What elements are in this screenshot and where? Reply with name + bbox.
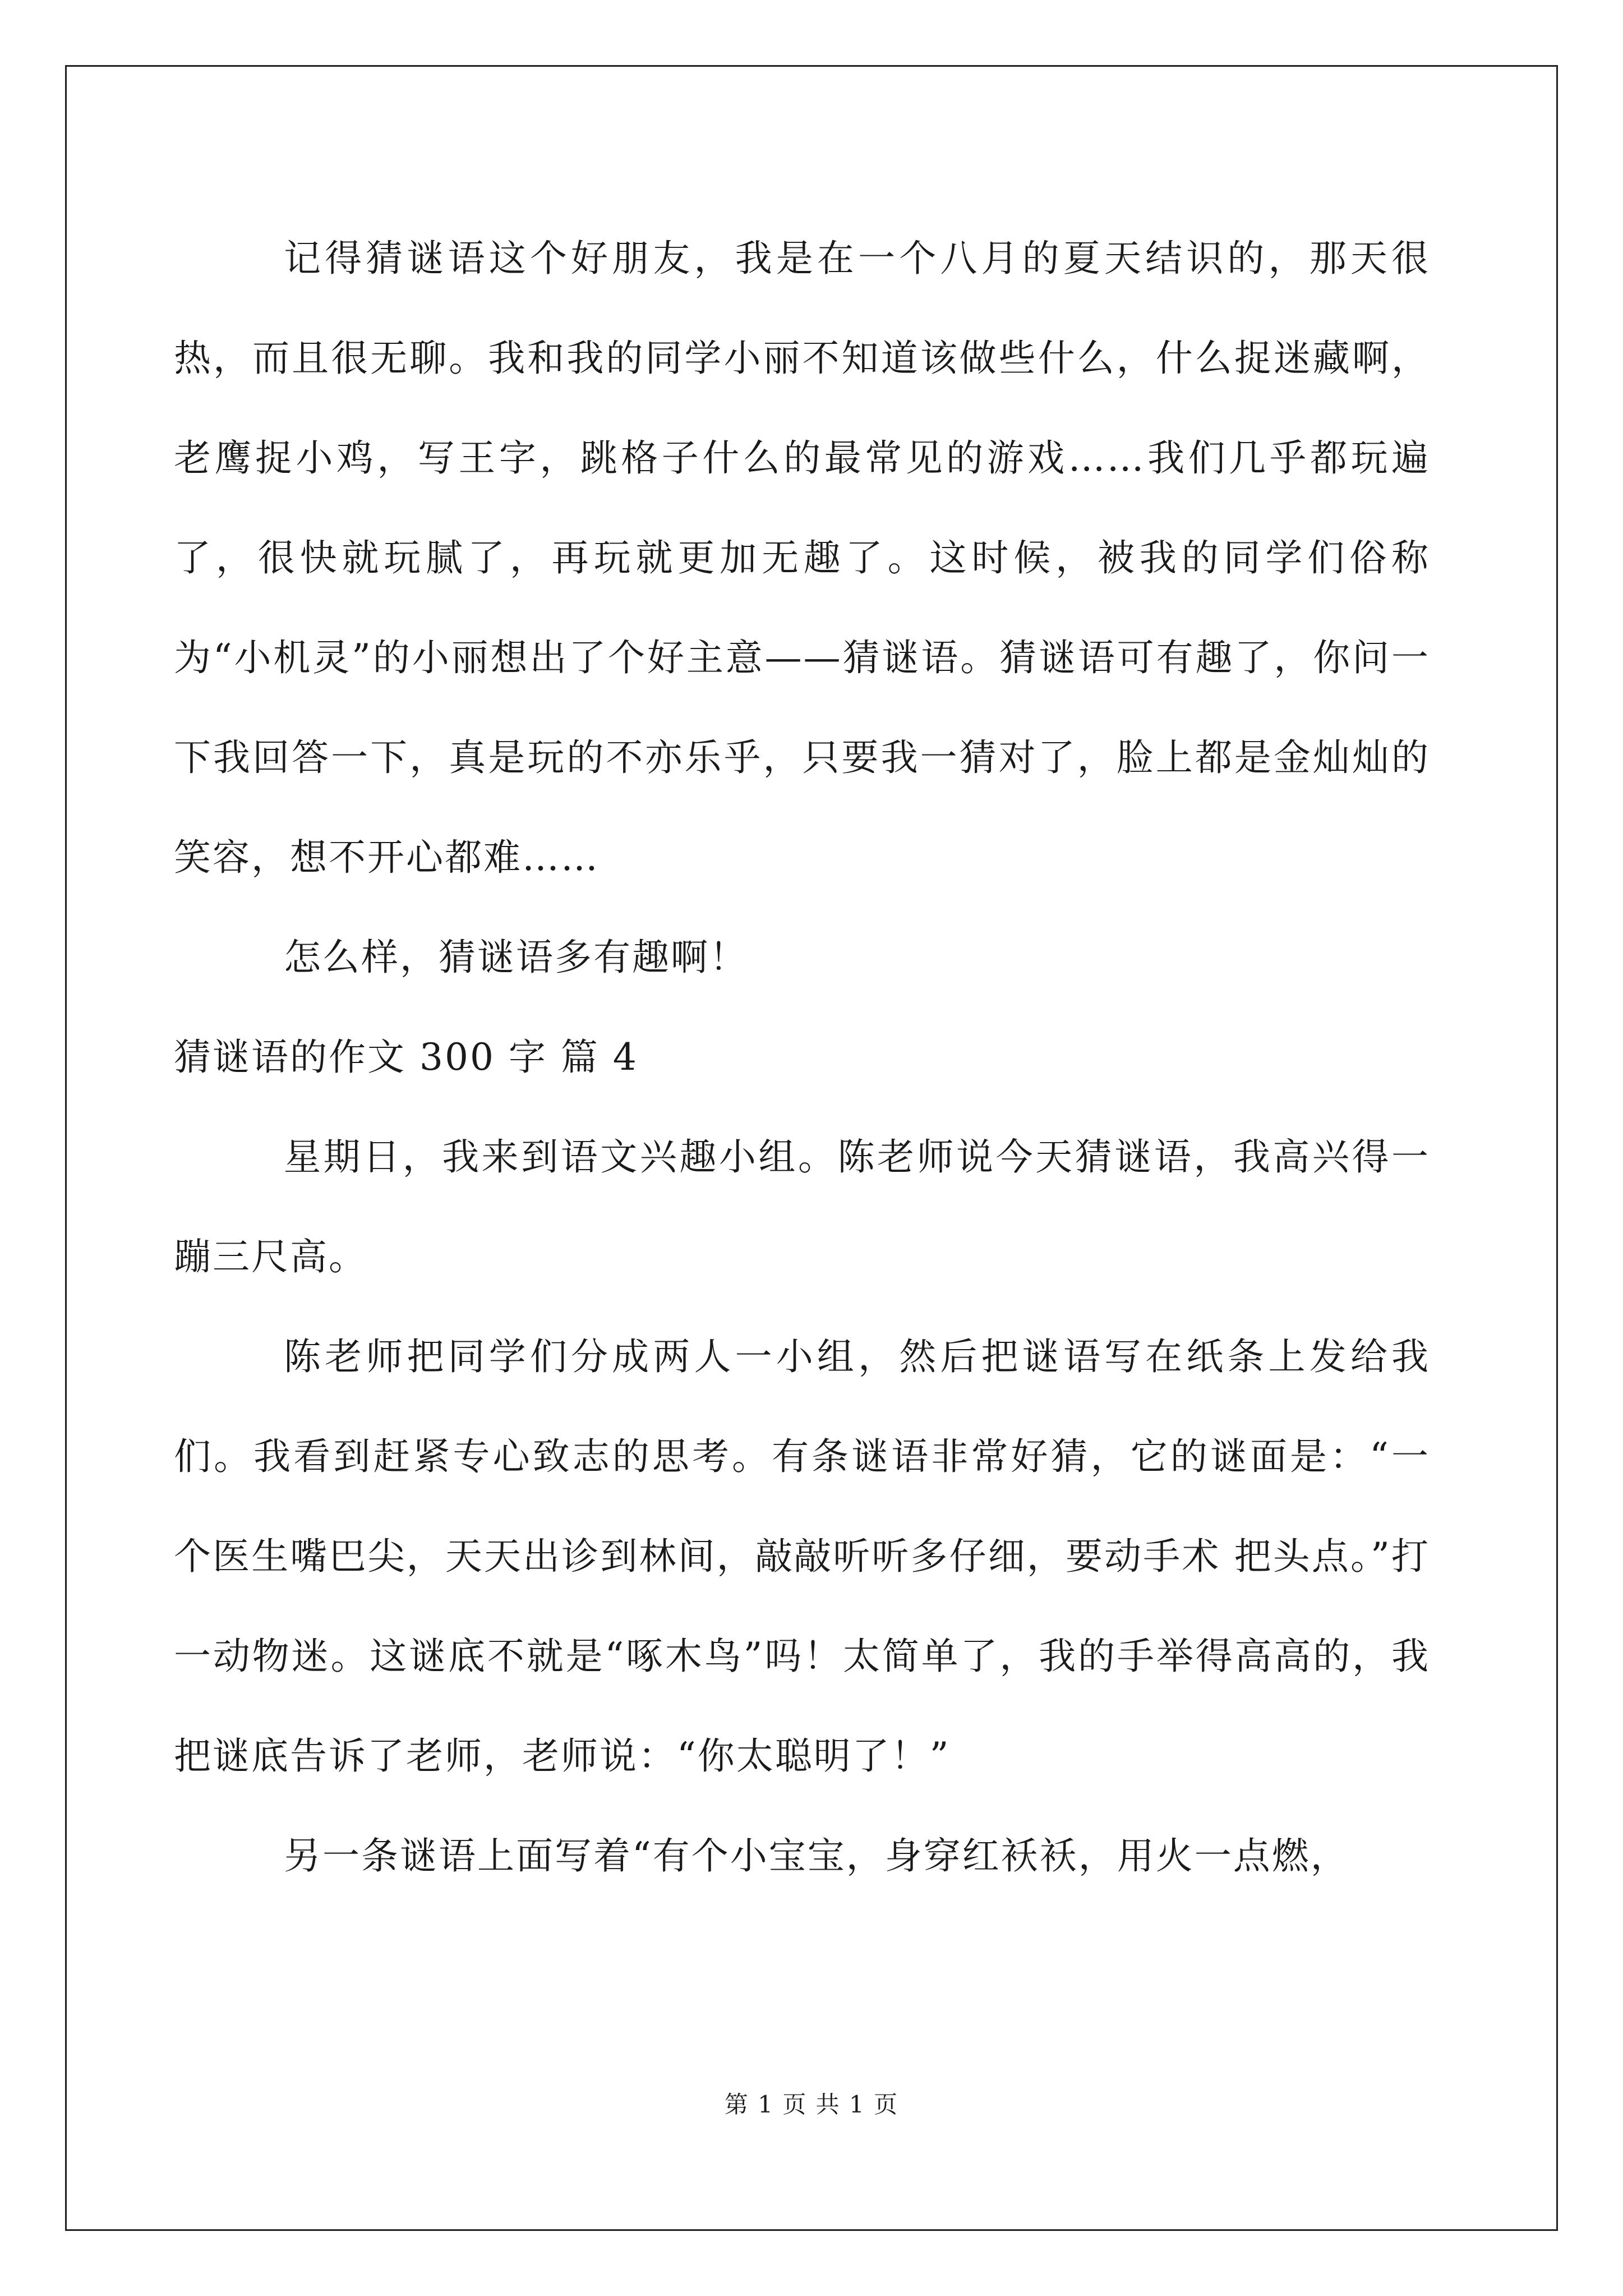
- document-body: [174, 209, 1430, 1906]
- section-heading: 猜谜语的作文 300 字 篇 4: [174, 1036, 638, 1079]
- paragraph-2: 怎么样，猜谜语多有趣啊！: [284, 936, 748, 979]
- paragraph-3: 星期日，我来到语文兴趣小组。陈老师说今天猜谜语，我高兴得一蹦三尺高。: [174, 1135, 1430, 1278]
- paragraph-5: 另一条谜语上面写着“有个小宝宝，身穿红袄袄，用火一点燃，: [284, 1834, 1349, 1878]
- page-footer: 第 1 页 共 1 页: [724, 2091, 899, 2118]
- paragraph-1: 记得猜谜语这个好朋友，我是在一个八月的夏天结识的，那天很热，而且很无聊。我和我的同学小丽不知道该做些什么，什么捉迷藏啊，老鹰捉小鸡，写王字，跳格子什么的最常见的游戏……我们几乎都玩遍了，很快就玩腻了，再玩就更加无趣了。这时候，被我的同学们俗称为“小机灵”的小丽想出了个好主意——猜谜语。猜谜语可有趣了，你问一下我回答一下，真是玩的不亦乐乎，只要我一猜对了，脸上都是金灿灿的笑容，想不开心都难……: [174, 237, 1430, 879]
- paragraph-4: 陈老师把同学们分成两人一小组，然后把谜语写在纸条上发给我们。我看到赶紧专心致志的思考。有条谜语非常好猜，它的谜面是：“一个医生嘴巴尖，天天出诊到林间，敲敲听听多仔细，要动手术 把头点。”打一动物迷。这谜底不就是“啄木鸟”吗！太简单了，我的手举得高高的，我把谜底告诉了老师，老师说：“你太聪明了！”: [174, 1335, 1430, 1778]
